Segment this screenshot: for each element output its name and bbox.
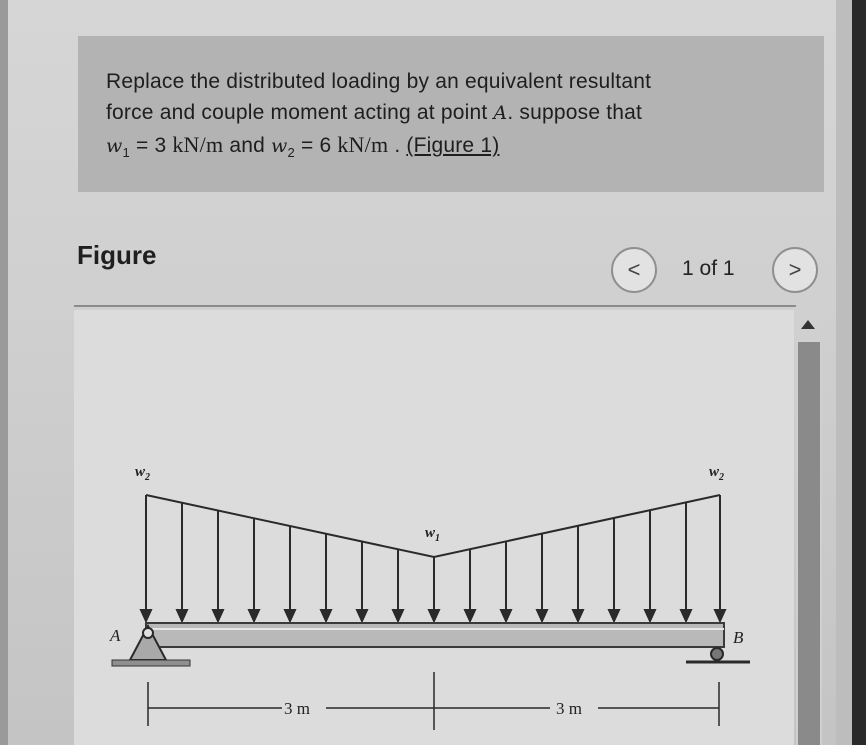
- question-line-1: Replace the distributed loading by an equivalent resultant: [106, 70, 652, 93]
- beam: [146, 623, 724, 647]
- question-line-2-text: force and couple moment acting at point: [106, 101, 488, 124]
- label-point-b: B: [733, 628, 744, 647]
- w1-symbol: w: [106, 135, 123, 157]
- dimension-lines: [148, 672, 719, 730]
- label-w2-left: $w_2$: [135, 464, 151, 483]
- label-point-a: A: [110, 626, 121, 645]
- roller-support-b: [686, 648, 750, 662]
- label-w2-right: $w_2$: [709, 464, 725, 483]
- w1-equals: = 3: [129, 134, 173, 157]
- w2-subscript: 2: [287, 145, 295, 161]
- point-a-symbol: A: [493, 102, 508, 124]
- page-indicator: 1 of 1: [682, 257, 735, 280]
- w1-subscript: 1: [122, 145, 130, 161]
- chevron-left-icon: <: [627, 257, 641, 282]
- w2-equals: = 6: [294, 134, 338, 157]
- dim-label-right: 3 m: [556, 699, 582, 718]
- chevron-right-icon: >: [788, 257, 802, 282]
- w2-symbol: w: [271, 135, 288, 157]
- question-line-2-end: . suppose that: [507, 101, 643, 124]
- w1-unit: kN/m: [172, 132, 224, 157]
- figure-link[interactable]: (Figure 1): [406, 134, 500, 157]
- w2-unit: kN/m: [337, 132, 389, 157]
- label-w1: $w_1$: [425, 525, 441, 544]
- dim-label-left: 3 m: [284, 699, 310, 718]
- figure-title: Figure: [77, 240, 157, 270]
- and-text: and: [223, 134, 271, 157]
- separator: .: [388, 134, 407, 157]
